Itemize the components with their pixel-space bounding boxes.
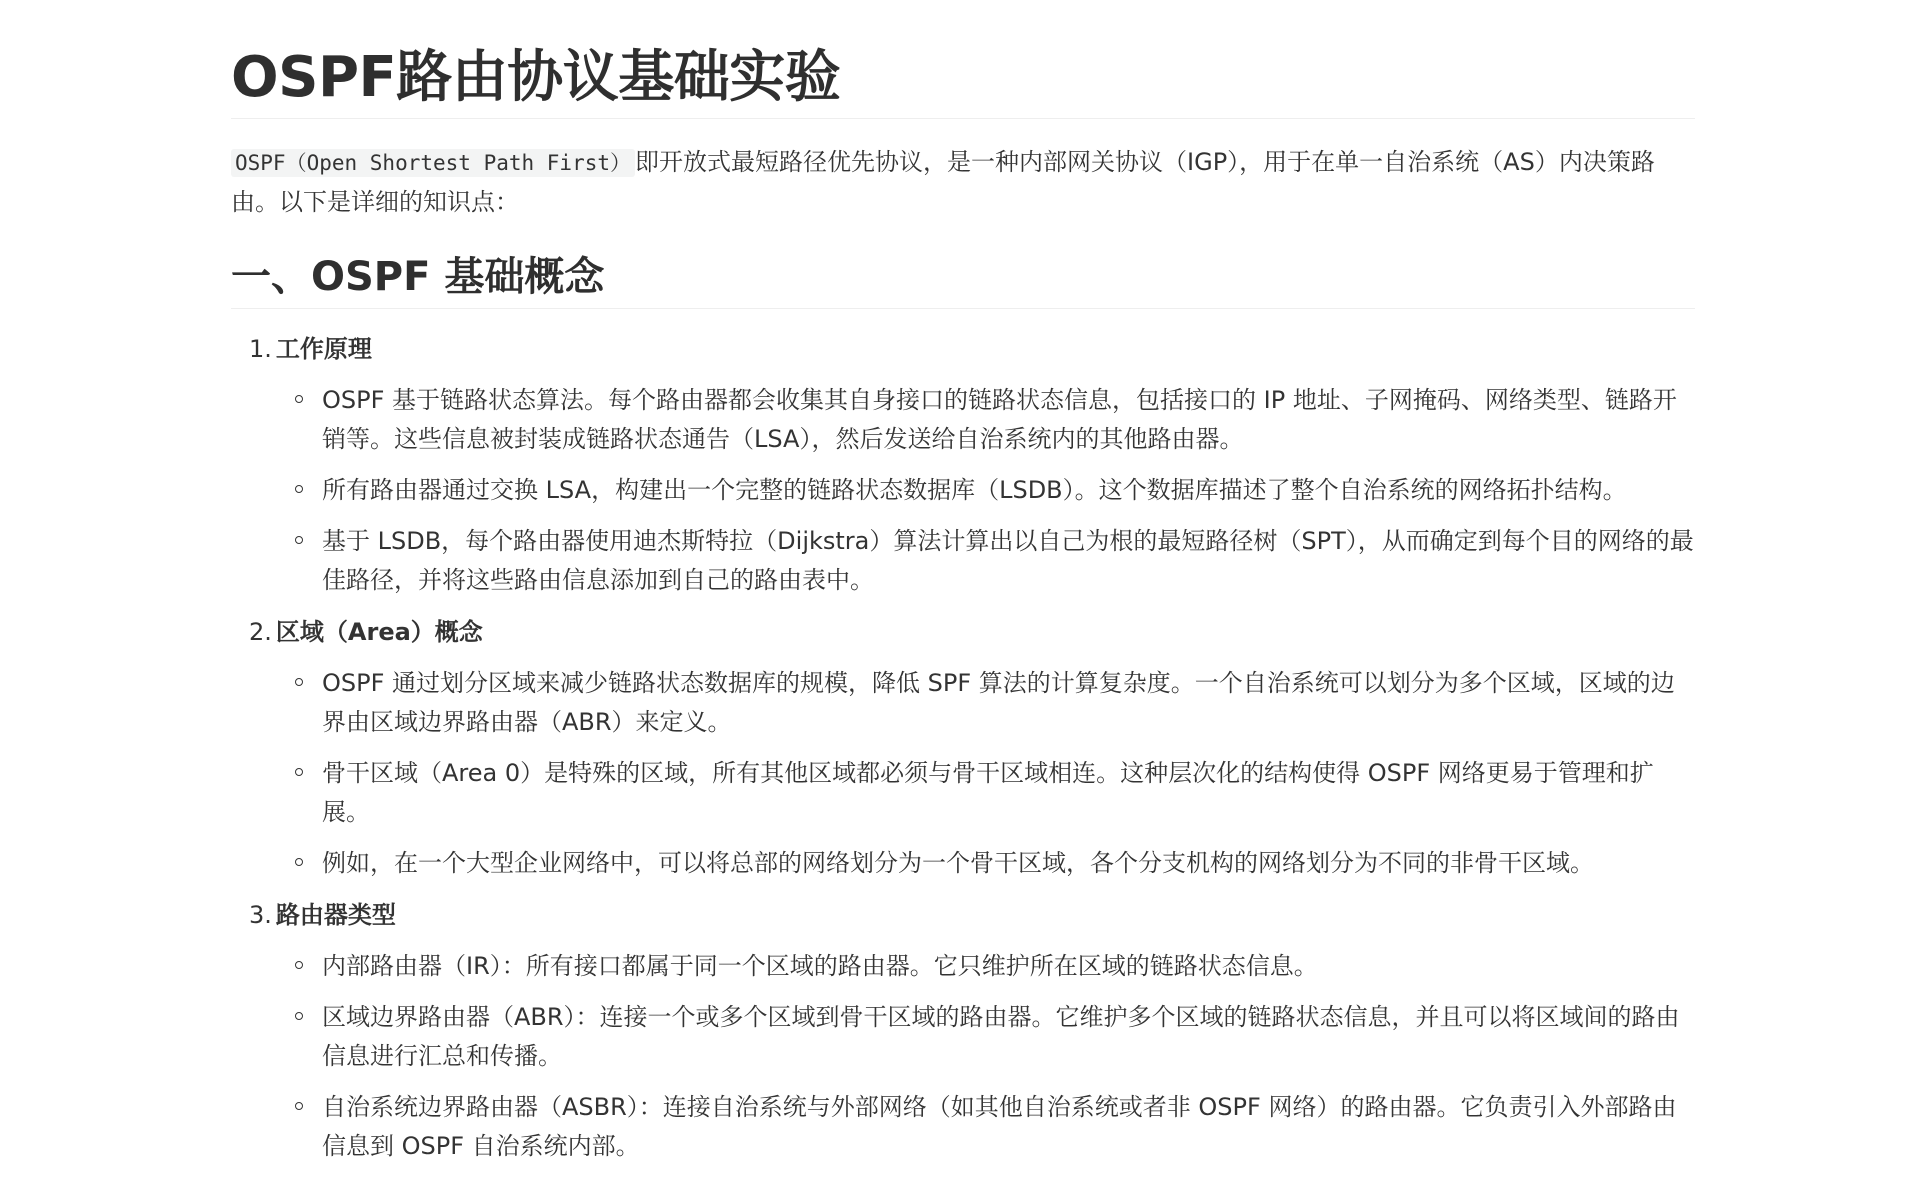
item-number: 3.	[249, 901, 272, 929]
list-item-area-concept	[231, 614, 1695, 883]
bullet-text: 基于 LSDB，每个路由器使用迪杰斯特拉（Dijkstra）算法计算出以自己为根的最短路径树（SPT），从而确定到每个目的网络的最佳路径，并将这些路由信息添加到自己的路由表中。	[322, 527, 1694, 594]
list-item-work-principle	[231, 331, 1695, 600]
item-title: 区域（Area）概念	[275, 618, 483, 646]
document	[231, 40, 1695, 1180]
list-item	[231, 664, 1695, 742]
bullet-text: OSPF 通过划分区域来减少链路状态数据库的规模，降低 SPF 算法的计算复杂度。一个自治系统可以划分为多个区域，区域的边界由区域边界路由器（ABR）来定义。	[322, 669, 1675, 736]
bullet-text: 内部路由器（IR）：所有接口都属于同一个区域的路由器。它只维护所在区域的链路状态信息。	[322, 952, 1318, 980]
bullet-text: 自治系统边界路由器（ASBR）：连接自治系统与外部网络（如其他自治系统或者非 OSPF 网络）的路由器。它负责引入外部路由信息到 OSPF 自治系统内部。	[322, 1093, 1677, 1160]
bullet-text: 所有路由器通过交换 LSA，构建出一个完整的链路状态数据库（LSDB）。这个数据库描述了整个自治系统的网络拓扑结构。	[322, 476, 1627, 504]
intro-text: 即开放式最短路径优先协议，是一种内部网关协议（IGP），用于在单一自治系统（AS）内决策路由。以下是详细的知识点：	[231, 148, 1655, 216]
item-number: 2.	[249, 618, 272, 646]
intro-code: OSPF（Open Shortest Path First）	[231, 149, 635, 177]
bullet-text: 例如，在一个大型企业网络中，可以将总部的网络划分为一个骨干区域，各个分支机构的网络划分为不同的非骨干区域。	[322, 849, 1594, 877]
item-title: 工作原理	[275, 335, 372, 363]
circle-bullet-icon	[295, 1102, 303, 1110]
circle-bullet-icon	[295, 858, 303, 866]
list-item	[231, 1088, 1695, 1166]
intro-paragraph	[231, 143, 1695, 222]
item-number: 1.	[249, 335, 272, 363]
circle-bullet-icon	[295, 485, 303, 493]
list-item	[231, 522, 1695, 600]
item-heading	[231, 614, 1695, 650]
bullet-text: OSPF 基于链路状态算法。每个路由器都会收集其自身接口的链路状态信息，包括接口的 IP 地址、子网掩码、网络类型、链路开销等。这些信息被封装成链路状态通告（LSA），然后发送给自治系统内的其他路由器。	[322, 386, 1677, 453]
list-item	[231, 844, 1695, 883]
list-item	[231, 998, 1695, 1076]
circle-bullet-icon	[295, 1012, 303, 1020]
list-item	[231, 947, 1695, 986]
item-heading	[231, 331, 1695, 367]
circle-bullet-icon	[295, 768, 303, 776]
circle-bullet-icon	[295, 536, 303, 544]
list-item-router-types	[231, 897, 1695, 1166]
bullet-list	[231, 947, 1695, 1166]
circle-bullet-icon	[295, 678, 303, 686]
page-title: OSPF路由协议基础实验	[231, 40, 1695, 119]
bullet-text: 区域边界路由器（ABR）：连接一个或多个区域到骨干区域的路由器。它维护多个区域的链路状态信息，并且可以将区域间的路由信息进行汇总和传播。	[322, 1003, 1680, 1070]
bullet-list	[231, 381, 1695, 600]
bullet-text: 骨干区域（Area 0）是特殊的区域，所有其他区域都必须与骨干区域相连。这种层次化的结构使得 OSPF 网络更易于管理和扩展。	[322, 759, 1654, 826]
circle-bullet-icon	[295, 961, 303, 969]
concept-list	[231, 331, 1695, 1166]
bullet-list	[231, 664, 1695, 883]
item-heading	[231, 897, 1695, 933]
circle-bullet-icon	[295, 395, 303, 403]
list-item	[231, 471, 1695, 510]
section-heading: 一、OSPF 基础概念	[231, 248, 1695, 309]
list-item	[231, 754, 1695, 832]
item-title: 路由器类型	[275, 901, 396, 929]
list-item	[231, 381, 1695, 459]
